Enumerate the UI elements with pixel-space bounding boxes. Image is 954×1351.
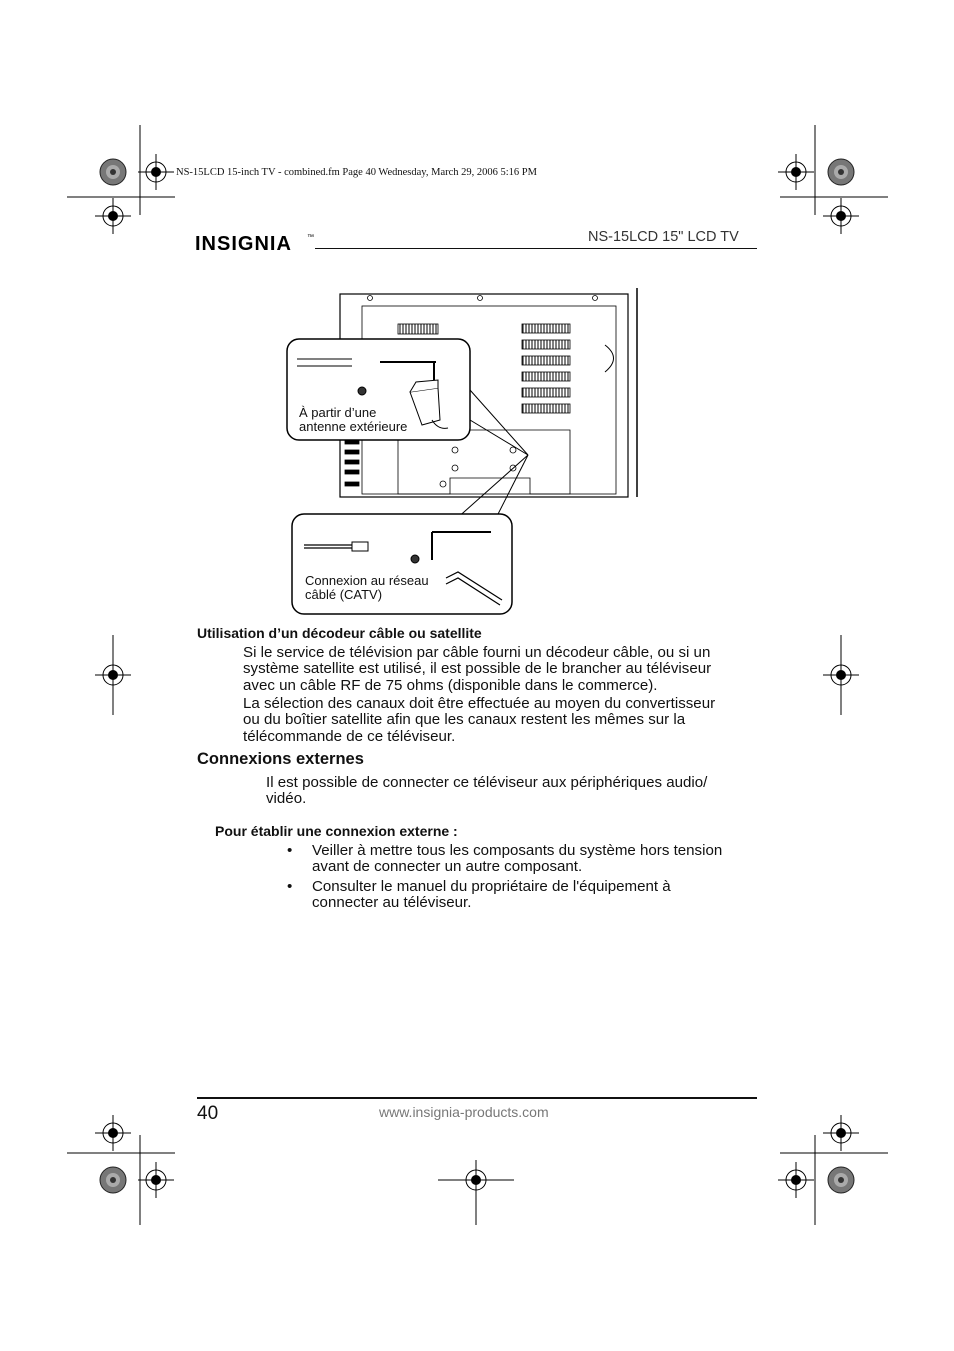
bullet-marker: • (287, 877, 293, 895)
decoder-paragraph-2 (243, 696, 763, 745)
text-line: ou du boîtier satellite afin que les canaux restent les mêmes sur la (243, 711, 686, 729)
text-line: Consulter le manuel du propriétaire de l'équipement à (312, 877, 671, 895)
text-line: Si le service de télévision par câble fourni un décodeur câble, ou si un (243, 644, 711, 661)
list-item (287, 879, 757, 912)
text-line: Il est possible de connecter ce téléviseur aux périphériques audio/ (266, 774, 708, 791)
footer-rule (197, 1097, 757, 1099)
bullet-marker: • (287, 842, 293, 859)
print-slug: NS-15LCD 15-inch TV - combined.fm Page 40 Wednesday, March 29, 2006 5:16 PM (176, 167, 537, 178)
procedure-heading: Pour établir une connexion externe : (215, 823, 458, 839)
model-title: NS-15LCD 15" LCD TV (588, 229, 739, 245)
text-line: vidéo. (266, 790, 307, 808)
page-number: 40 (197, 1103, 219, 1124)
svg-text:™: ™ (307, 234, 314, 241)
tv-back-panel-diagram (0, 0, 954, 640)
cable-label-line1: Connexion au réseau (305, 573, 429, 588)
antenna-label-line1: À partir d’une (299, 405, 377, 420)
decoder-subheading: Utilisation d’un décodeur câble ou satellite (197, 625, 482, 641)
svg-text:INSIGNIA: INSIGNIA (195, 233, 292, 255)
text-line: télécommande de ce téléviseur. (243, 727, 456, 745)
decoder-paragraph-1 (243, 645, 763, 694)
cable-label-line2: câblé (CATV) (305, 587, 383, 602)
text-line: Veiller à mettre tous les composants du système hors tension (312, 842, 723, 859)
antenna-label-line2: antenne extérieure (299, 419, 408, 434)
section-heading: Connexions externes (197, 750, 364, 768)
text-line: La sélection des canaux doit être effectuée au moyen du convertisseur (243, 695, 716, 712)
list-item (287, 843, 757, 876)
procedure-list (287, 843, 757, 914)
footer-url: www.insignia-products.com (379, 1104, 549, 1120)
section-paragraph (266, 775, 756, 808)
text-line: avant de connecter un autre composant. (312, 858, 583, 876)
text-line: système satellite est utilisé, il est possible de le brancher au téléviseur (243, 660, 712, 678)
text-line: connecter au téléviseur. (312, 893, 472, 911)
text-line: avec un câble RF de 75 ohms (disponible dans le commerce). (243, 676, 658, 694)
